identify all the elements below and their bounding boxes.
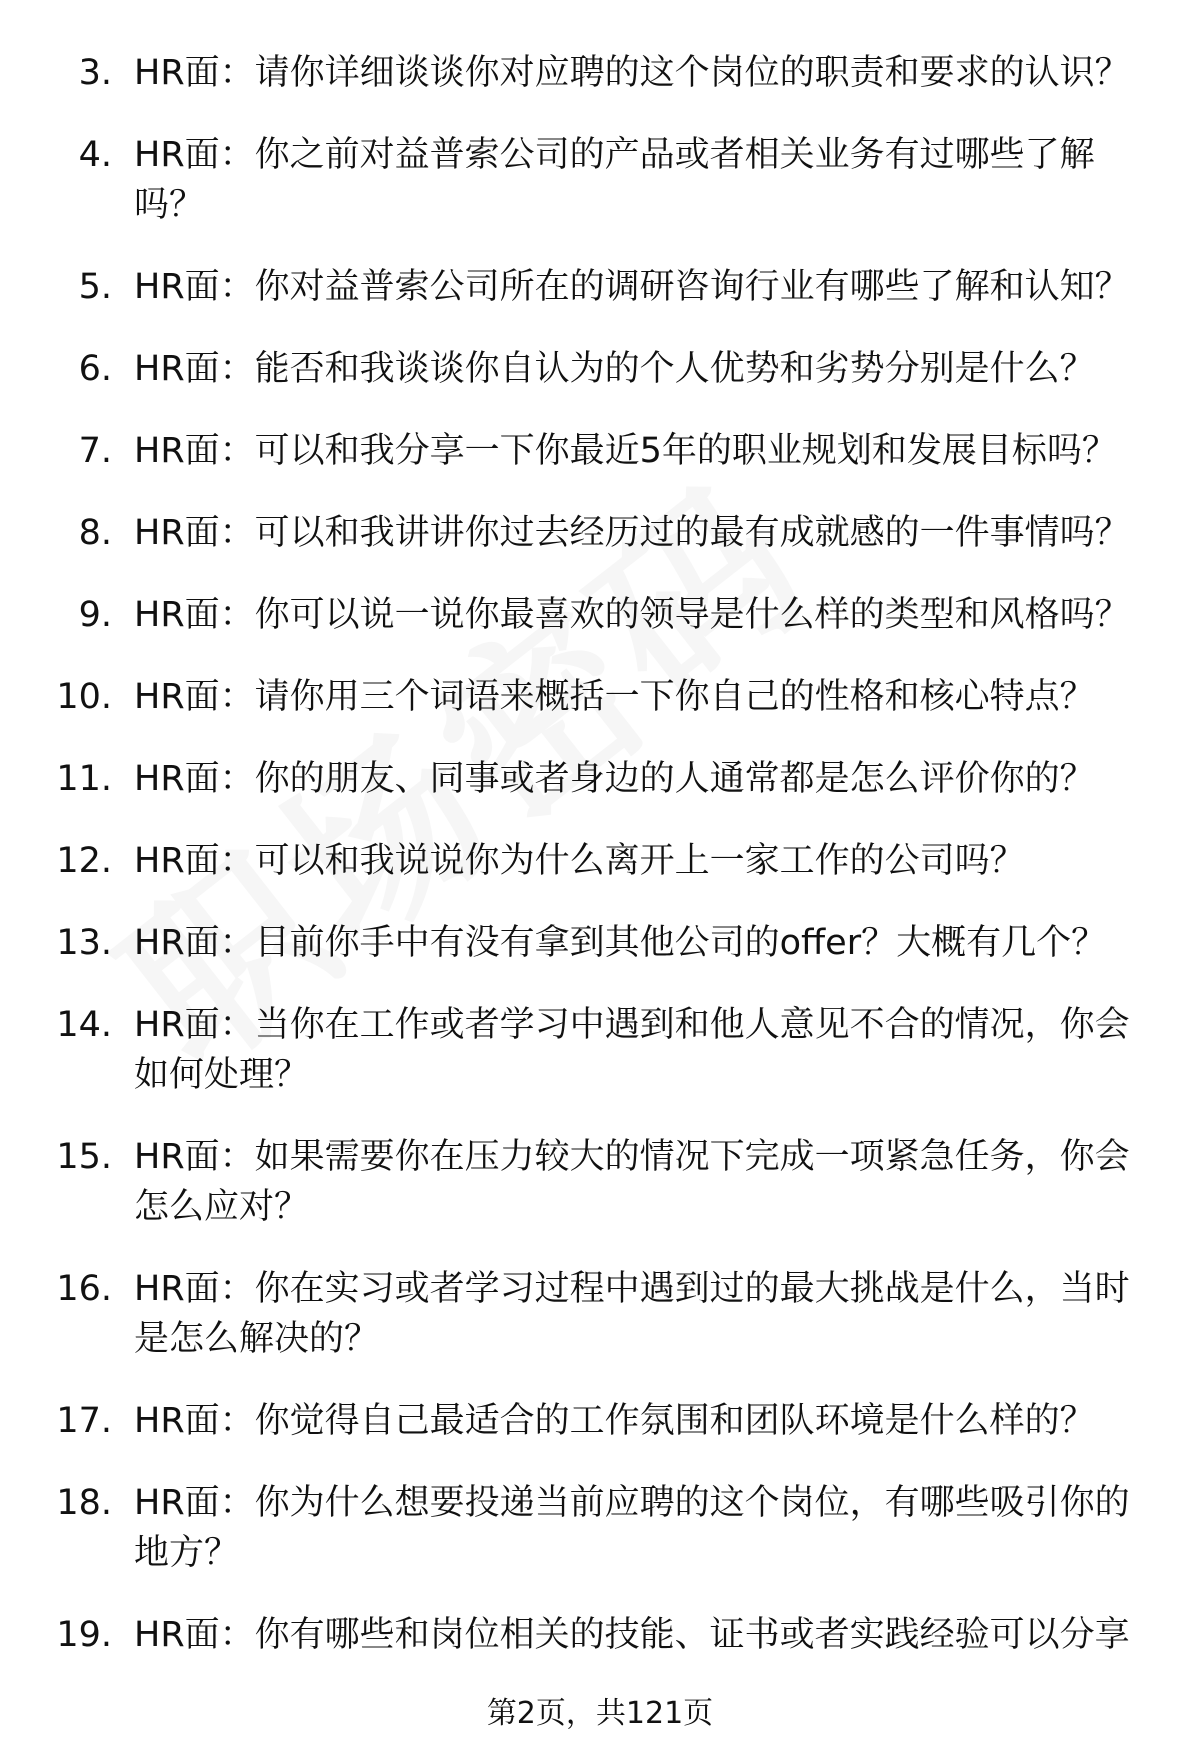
- question-number: 3.: [78, 53, 112, 93]
- question-number: 5.: [78, 267, 112, 307]
- question-item: [0, 836, 1200, 886]
- question-item: [0, 130, 1200, 230]
- question-text: HR面：请你用三个词语来概括一下你自己的性格和核心特点？: [134, 677, 1095, 717]
- question-item: [0, 1132, 1200, 1232]
- question-number: 4.: [78, 135, 112, 175]
- page-footer: 第2页，共121页: [486, 1696, 714, 1731]
- question-item: [0, 590, 1200, 640]
- question-item: [0, 1000, 1200, 1100]
- question-item: [0, 754, 1200, 804]
- question-number: 15.: [56, 1137, 112, 1177]
- question-text: HR面：如果需要你在压力较大的情况下完成一项紧急任务，你会怎么应对？: [134, 1137, 1130, 1227]
- question-item: [0, 672, 1200, 722]
- question-item: [0, 262, 1200, 312]
- question-number: 17.: [56, 1401, 112, 1441]
- question-text: HR面：请你详细谈谈你对应聘的这个岗位的职责和要求的认识？: [134, 53, 1130, 93]
- question-text: HR面：可以和我分享一下你最近5年的职业规划和发展目标吗？: [134, 431, 1117, 471]
- question-item: [0, 508, 1200, 558]
- question-list: [0, 48, 1200, 1692]
- question-text: HR面：你之前对益普索公司的产品或者相关业务有过哪些了解吗？: [134, 135, 1095, 225]
- question-number: 14.: [56, 1005, 112, 1045]
- question-number: 6.: [78, 349, 112, 389]
- question-item: [0, 918, 1200, 968]
- question-text: HR面：目前你手中有没有拿到其他公司的offer？大概有几个？: [134, 923, 1107, 963]
- question-number: 13.: [56, 923, 112, 963]
- question-number: 11.: [56, 759, 112, 799]
- question-text: HR面：你为什么想要投递当前应聘的这个岗位，有哪些吸引你的地方？: [134, 1483, 1130, 1573]
- question-number: 12.: [56, 841, 112, 881]
- question-text: HR面：可以和我说说你为什么离开上一家工作的公司吗？: [134, 841, 1025, 881]
- question-item: [0, 1264, 1200, 1364]
- question-number: 8.: [78, 513, 112, 553]
- question-item: [0, 1478, 1200, 1578]
- question-number: 18.: [56, 1483, 112, 1523]
- question-item: [0, 1396, 1200, 1446]
- question-text: HR面：能否和我谈谈你自认为的个人优势和劣势分别是什么？: [134, 349, 1095, 389]
- question-number: 16.: [56, 1269, 112, 1309]
- question-text: HR面：当你在工作或者学习中遇到和他人意见不合的情况，你会如何处理？: [134, 1005, 1130, 1095]
- question-number: 19.: [56, 1615, 112, 1655]
- question-number: 9.: [78, 595, 112, 635]
- question-item: [0, 426, 1200, 476]
- question-text: HR面：你的朋友、同事或者身边的人通常都是怎么评价你的？: [134, 759, 1095, 799]
- question-text: HR面：你觉得自己最适合的工作氛围和团队环境是什么样的？: [134, 1401, 1095, 1441]
- question-number: 10.: [56, 677, 112, 717]
- question-text: HR面：可以和我讲讲你过去经历过的最有成就感的一件事情吗？: [134, 513, 1130, 553]
- question-text: HR面：你对益普索公司所在的调研咨询行业有哪些了解和认知？: [134, 267, 1130, 307]
- question-text: HR面：你在实习或者学习过程中遇到过的最大挑战是什么，当时是怎么解决的？: [134, 1269, 1130, 1359]
- question-item: [0, 48, 1200, 98]
- question-item: [0, 1610, 1200, 1660]
- question-item: [0, 344, 1200, 394]
- question-number: 7.: [78, 431, 112, 471]
- question-text: HR面：你有哪些和岗位相关的技能、证书或者实践经验可以分享: [134, 1615, 1130, 1655]
- question-text: HR面：你可以说一说你最喜欢的领导是什么样的类型和风格吗？: [134, 595, 1130, 635]
